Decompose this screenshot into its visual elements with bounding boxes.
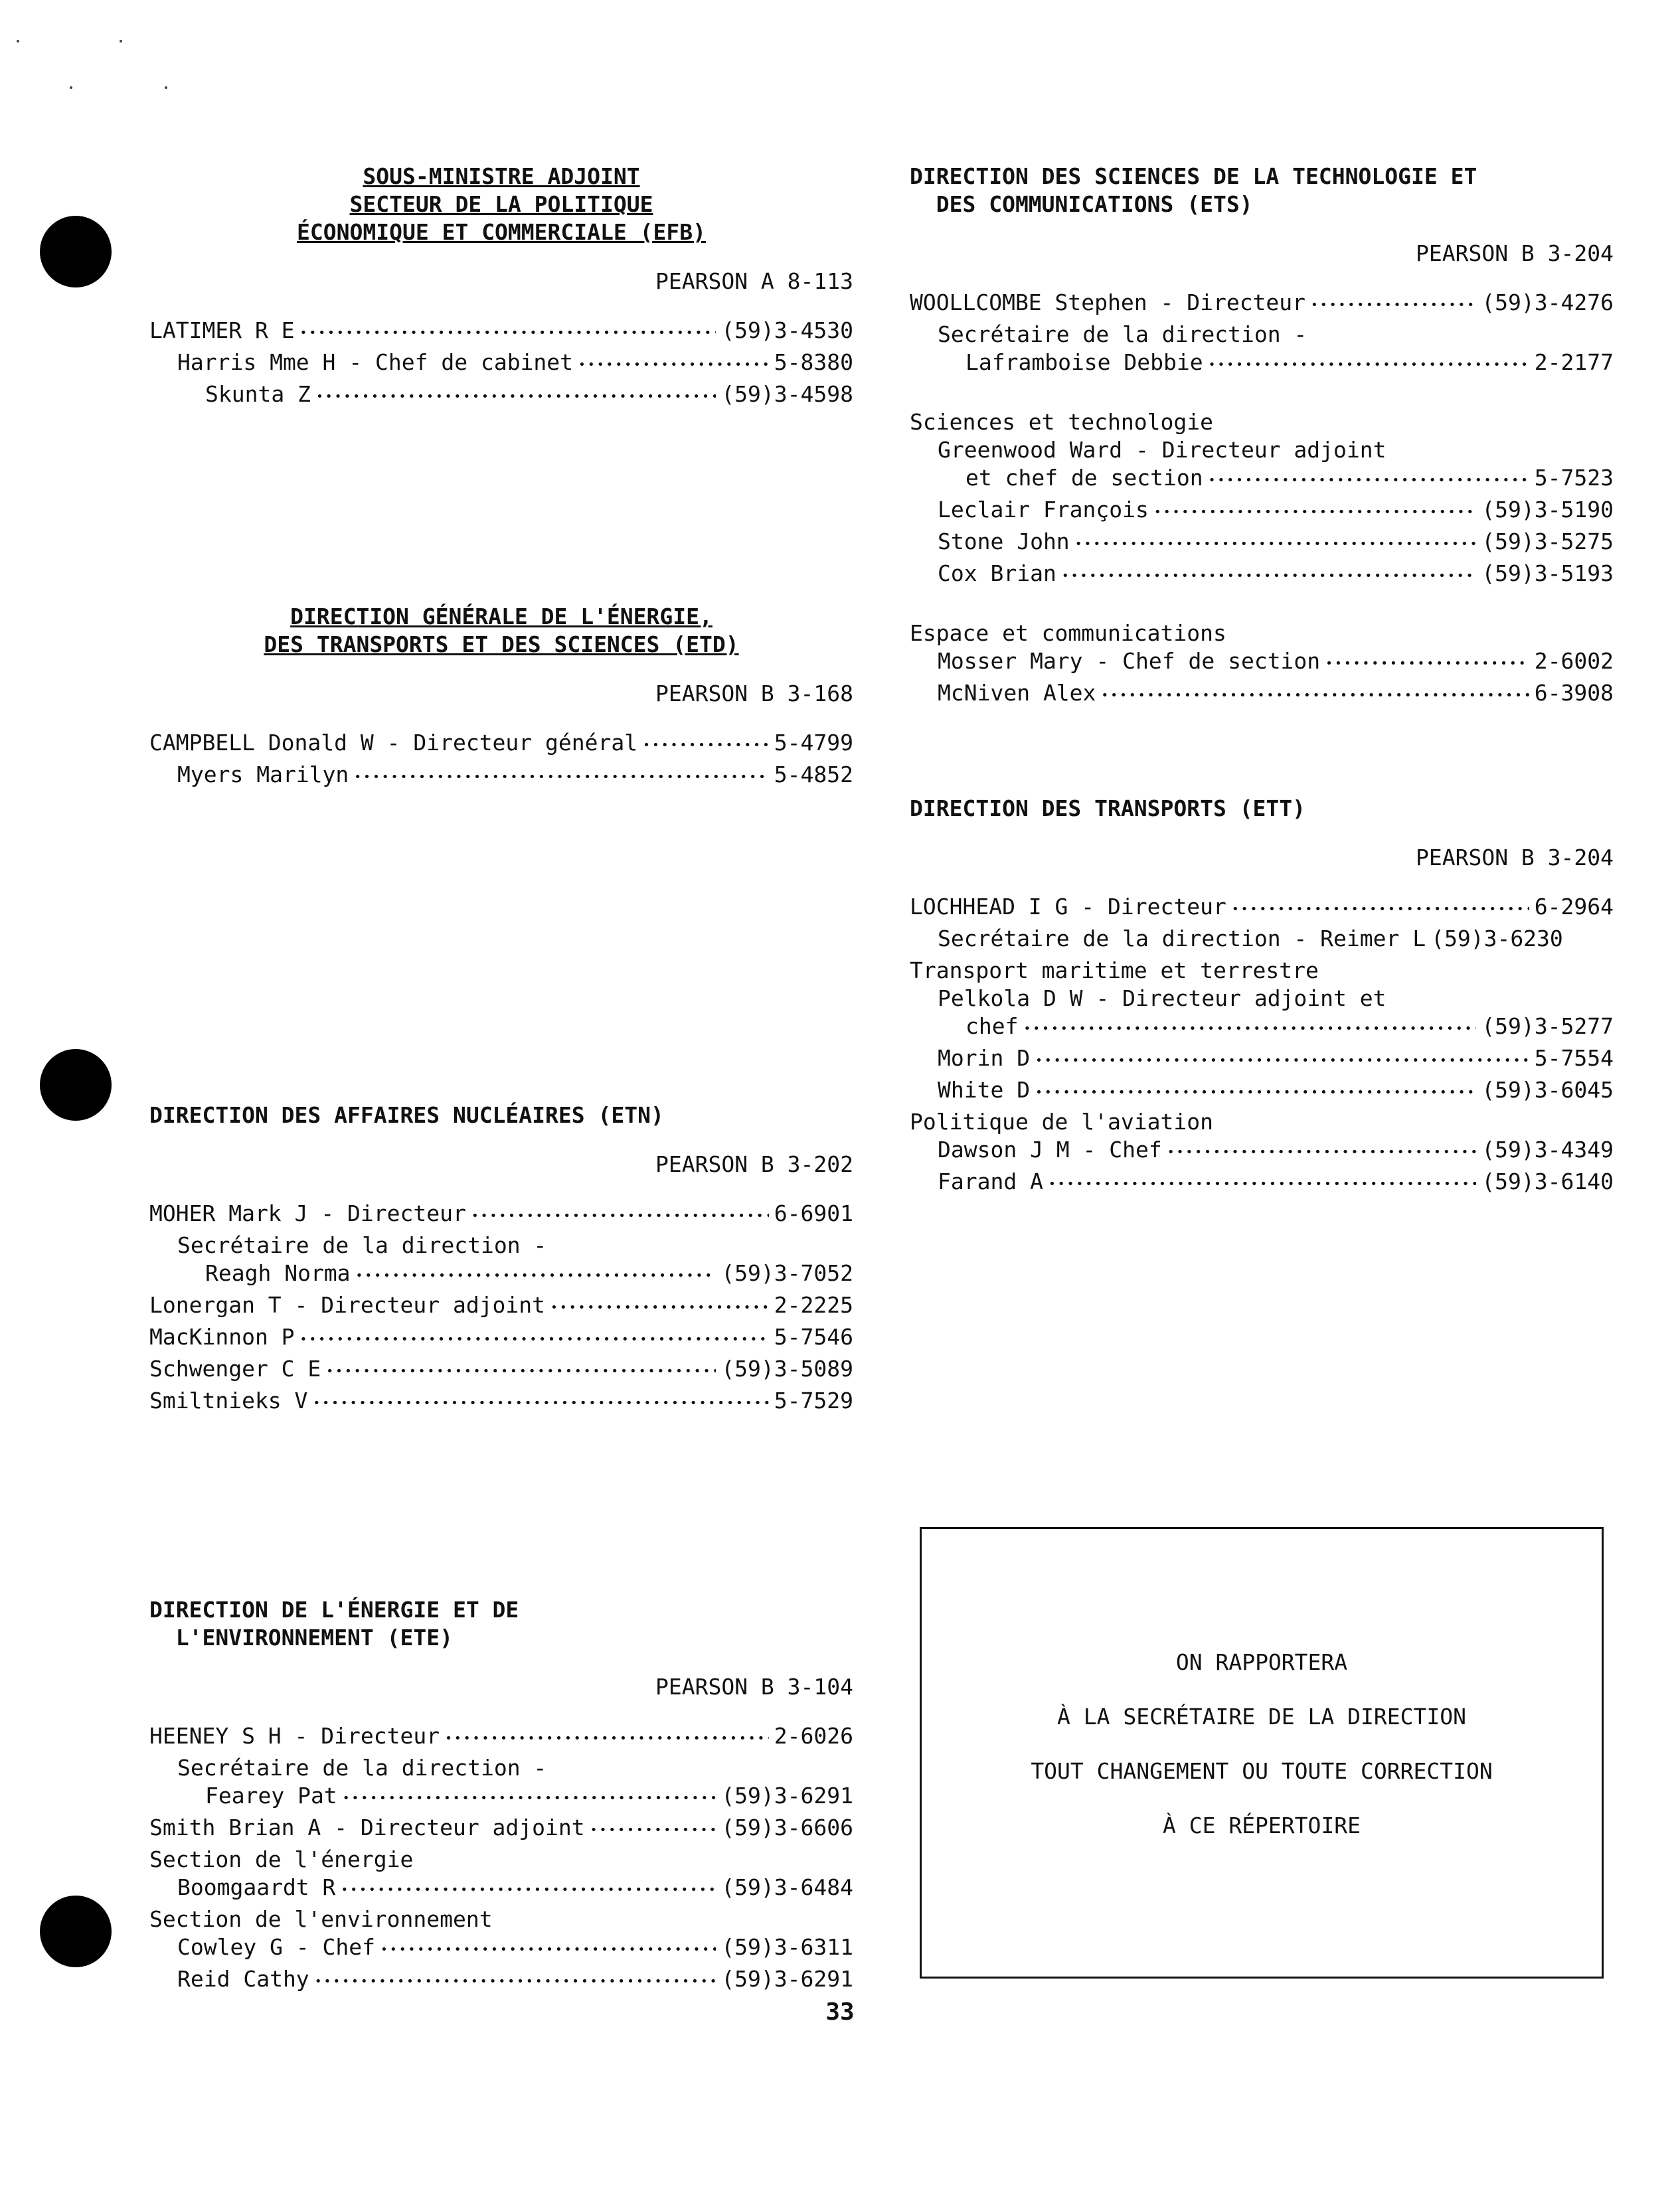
entry-label: Secrétaire de la direction - — [938, 321, 1307, 347]
notice-line: À LA SECRÉTAIRE DE LA DIRECTION — [1057, 1704, 1466, 1730]
section-ete — [149, 1596, 853, 1997]
directory-entry: Laframboise Debbie ••••• 2-2177 — [910, 349, 1614, 380]
title-line: ÉCONOMIQUE ET COMMERCIALE (EFB) — [297, 219, 706, 245]
directory-entry: White D ••••• (59)3-6045 — [910, 1076, 1614, 1108]
scan-speck — [70, 86, 72, 89]
section-title: DIRECTION DES AFFAIRES NUCLÉAIRES (ETN) — [149, 1102, 664, 1128]
directory-entry: Dawson J M - Chef ••••• (59)3-4349 — [910, 1136, 1614, 1168]
title-line: L'ENVIRONNEMENT (ETE) — [149, 1625, 453, 1651]
section-efb — [149, 163, 853, 412]
directory-entry: CAMPBELL Donald W - Directeur général ••••• 5-4799 — [149, 729, 853, 761]
directory-entry: Farand A ••••• (59)3-6140 — [910, 1168, 1614, 1200]
section-etd — [149, 603, 853, 793]
title-line: DIRECTION DE L'ÉNERGIE ET DE — [149, 1597, 519, 1623]
scan-speck — [165, 86, 167, 89]
directory-entry: MOHER Mark J - Directeur ••••• 6-6901 — [149, 1200, 853, 1232]
section-etn — [149, 1101, 853, 1419]
section-location: PEARSON B 3-204 — [1415, 240, 1614, 266]
section-title — [149, 163, 853, 246]
section-title — [149, 1596, 853, 1652]
section-location: PEARSON B 3-202 — [655, 1151, 853, 1177]
directory-entry: Boomgaardt R ••••• (59)3-6484 — [149, 1874, 853, 1906]
directory-entry: Smith Brian A - Directeur adjoint ••••• (59)3-6606 — [149, 1814, 853, 1846]
section-ett — [910, 795, 1614, 1200]
scan-speck — [120, 40, 122, 42]
directory-entry: Smiltnieks V ••••• 5-7529 — [149, 1387, 853, 1419]
section-location: PEARSON B 3-168 — [655, 681, 853, 706]
directory-entry: HEENEY S H - Directeur ••••• 2-6026 — [149, 1722, 853, 1754]
title-line: DIRECTION GÉNÉRALE DE L'ÉNERGIE, — [290, 604, 713, 629]
notice-line: À CE RÉPERTOIRE — [1162, 1813, 1361, 1838]
subsection-label: Section de l'énergie — [149, 1846, 414, 1872]
directory-entry: Schwenger C E ••••• (59)3-5089 — [149, 1355, 853, 1387]
title-line: DIRECTION DES SCIENCES DE LA TECHNOLOGIE ET — [910, 163, 1477, 189]
directory-entry: Cowley G - Chef ••••• (59)3-6311 — [149, 1933, 853, 1965]
entry-label: Pelkola D W - Directeur adjoint et — [938, 985, 1386, 1011]
binder-hole-bottom — [40, 1896, 112, 1967]
section-location: PEARSON B 3-204 — [1415, 845, 1614, 870]
directory-entry: MacKinnon P ••••• 5-7546 — [149, 1323, 853, 1355]
entry-label: Greenwood Ward - Directeur adjoint — [938, 437, 1386, 463]
section-title: DIRECTION DES TRANSPORTS (ETT) — [910, 795, 1306, 821]
notice-box — [920, 1527, 1604, 1979]
binder-hole-top — [40, 216, 112, 287]
subsection-label: Sciences et technologie — [910, 409, 1213, 435]
section-ets — [910, 163, 1614, 711]
directory-entry: Skunta Z ••••• (59)3-4598 — [149, 380, 853, 412]
page-number: 33 — [825, 1998, 855, 2026]
directory-entry: chef ••••• (59)3-5277 — [910, 1013, 1614, 1044]
directory-entry: LOCHHEAD I G - Directeur ••••• 6-2964 — [910, 893, 1614, 925]
entry-label: Secrétaire de la direction - — [177, 1755, 547, 1781]
directory-entry: et chef de section ••••• 5-7523 — [910, 464, 1614, 496]
scan-speck — [17, 40, 19, 42]
subsection-label: Transport maritime et terrestre — [910, 957, 1319, 983]
title-line: SOUS-MINISTRE ADJOINT — [363, 163, 640, 189]
subsection-label: Espace et communications — [910, 620, 1226, 646]
subsection-label: Politique de l'aviation — [910, 1109, 1213, 1135]
directory-entry: Leclair François ••••• (59)3-5190 — [910, 496, 1614, 528]
directory-entry: WOOLLCOMBE Stephen - Directeur ••••• (59)3-4276 — [910, 289, 1614, 321]
directory-entry: Mosser Mary - Chef de section ••••• 2-6002 — [910, 647, 1614, 679]
directory-entry: Reagh Norma ••••• (59)3-7052 — [149, 1259, 853, 1291]
directory-entry: Secrétaire de la direction - Reimer L (59)3-6230 — [938, 926, 1563, 951]
section-title — [149, 603, 853, 659]
directory-entry: Cox Brian ••••• (59)3-5193 — [910, 560, 1614, 592]
directory-entry: McNiven Alex ••••• 6-3908 — [910, 679, 1614, 711]
title-line: DES TRANSPORTS ET DES SCIENCES (ETD) — [264, 631, 739, 657]
section-location: PEARSON A 8-113 — [655, 268, 853, 294]
directory-entry: Myers Marilyn ••••• 5-4852 — [149, 761, 853, 793]
section-location: PEARSON B 3-104 — [655, 1674, 853, 1700]
directory-entry: LATIMER R E ••••• (59)3-4530 — [149, 317, 853, 349]
notice-line: TOUT CHANGEMENT OU TOUTE CORRECTION — [1031, 1758, 1493, 1784]
directory-entry: Fearey Pat ••••• (59)3-6291 — [149, 1782, 853, 1814]
entry-label: Secrétaire de la direction - — [177, 1232, 547, 1258]
directory-entry: Morin D ••••• 5-7554 — [910, 1044, 1614, 1076]
title-line: DES COMMUNICATIONS (ETS) — [910, 191, 1253, 217]
directory-entry: Harris Mme H - Chef de cabinet ••••• 5-8380 — [149, 349, 853, 380]
title-line: SECTEUR DE LA POLITIQUE — [349, 191, 653, 217]
section-title — [910, 163, 1614, 218]
subsection-label: Section de l'environnement — [149, 1906, 493, 1932]
directory-entry: Stone John ••••• (59)3-5275 — [910, 528, 1614, 560]
notice-line: ON RAPPORTERA — [1175, 1649, 1348, 1675]
directory-entry: Lonergan T - Directeur adjoint ••••• 2-2225 — [149, 1291, 853, 1323]
binder-hole-middle — [40, 1049, 112, 1121]
directory-entry: Reid Cathy ••••• (59)3-6291 — [149, 1965, 853, 1997]
